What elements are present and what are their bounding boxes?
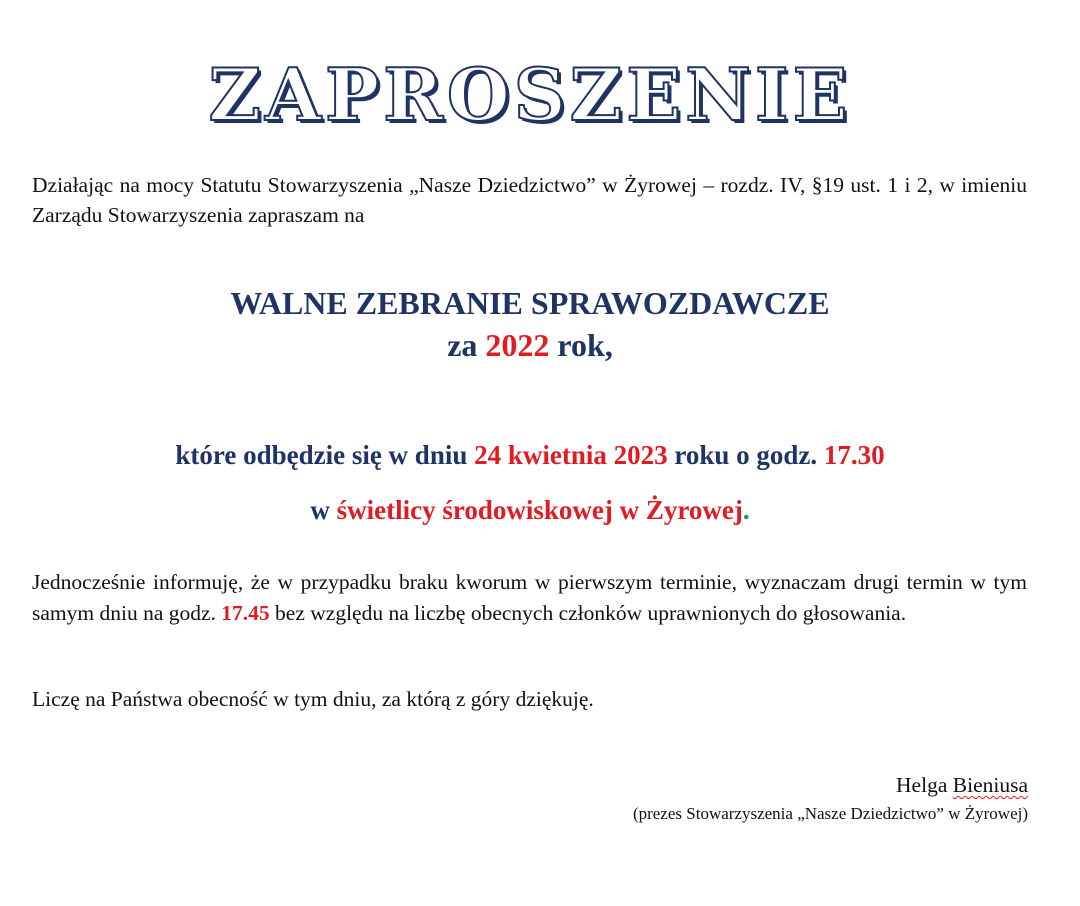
invitation-title: ZAPROSZENIE bbox=[208, 52, 852, 137]
meeting-name: WALNE ZEBRANIE SPRAWOZDAWCZE bbox=[230, 285, 830, 321]
year-suffix: rok, bbox=[549, 327, 613, 363]
meeting-date-line bbox=[0, 437, 1060, 473]
quorum-time: 17.45 bbox=[221, 601, 270, 625]
meeting-year: 2022 bbox=[485, 327, 550, 363]
signature-first-name: Helga bbox=[896, 773, 953, 797]
meeting-date: 24 kwietnia 2023 bbox=[474, 440, 668, 470]
signature-role: (prezes Stowarzyszenia „Nasze Dziedzictwo” w Żyrowej) bbox=[632, 804, 1028, 823]
date-middle: roku o godz. bbox=[667, 440, 824, 470]
quorum-text-after: bez względu na liczbę obecnych członków uprawnionych do głosowania. bbox=[269, 601, 907, 625]
signature-name bbox=[896, 770, 1028, 800]
year-prefix: za bbox=[447, 327, 486, 363]
quorum-paragraph bbox=[32, 567, 1027, 629]
date-prefix: które odbędzie się w dniu bbox=[175, 440, 475, 470]
meeting-year-line bbox=[0, 325, 1060, 365]
place-period: . bbox=[742, 495, 750, 525]
meeting-time: 17.30 bbox=[823, 440, 885, 470]
closing-paragraph: Liczę na Państwa obecność w tym dniu, za którą z góry dziękuję. bbox=[32, 687, 594, 711]
intro-paragraph: Działając na mocy Statutu Stowarzyszenia „Nasze Dziedzictwo” w Żyrowej – rozdz. IV, §19 ust. 1 i 2, w imieniu Zarządu Stowarzyszenia zapraszam na bbox=[32, 173, 1027, 227]
meeting-place-line bbox=[0, 492, 1060, 528]
quorum-text-before: Jednocześnie informuję, że w przypadku braku kworum w pierwszym terminie, wyznaczam drugi termin w tym samym dniu na godz. bbox=[32, 570, 1027, 625]
meeting-place: świetlicy środowiskowej w Żyrowej bbox=[336, 495, 743, 525]
place-prefix: w bbox=[310, 495, 337, 525]
signature-last-name: Bieniusa bbox=[952, 773, 1028, 797]
